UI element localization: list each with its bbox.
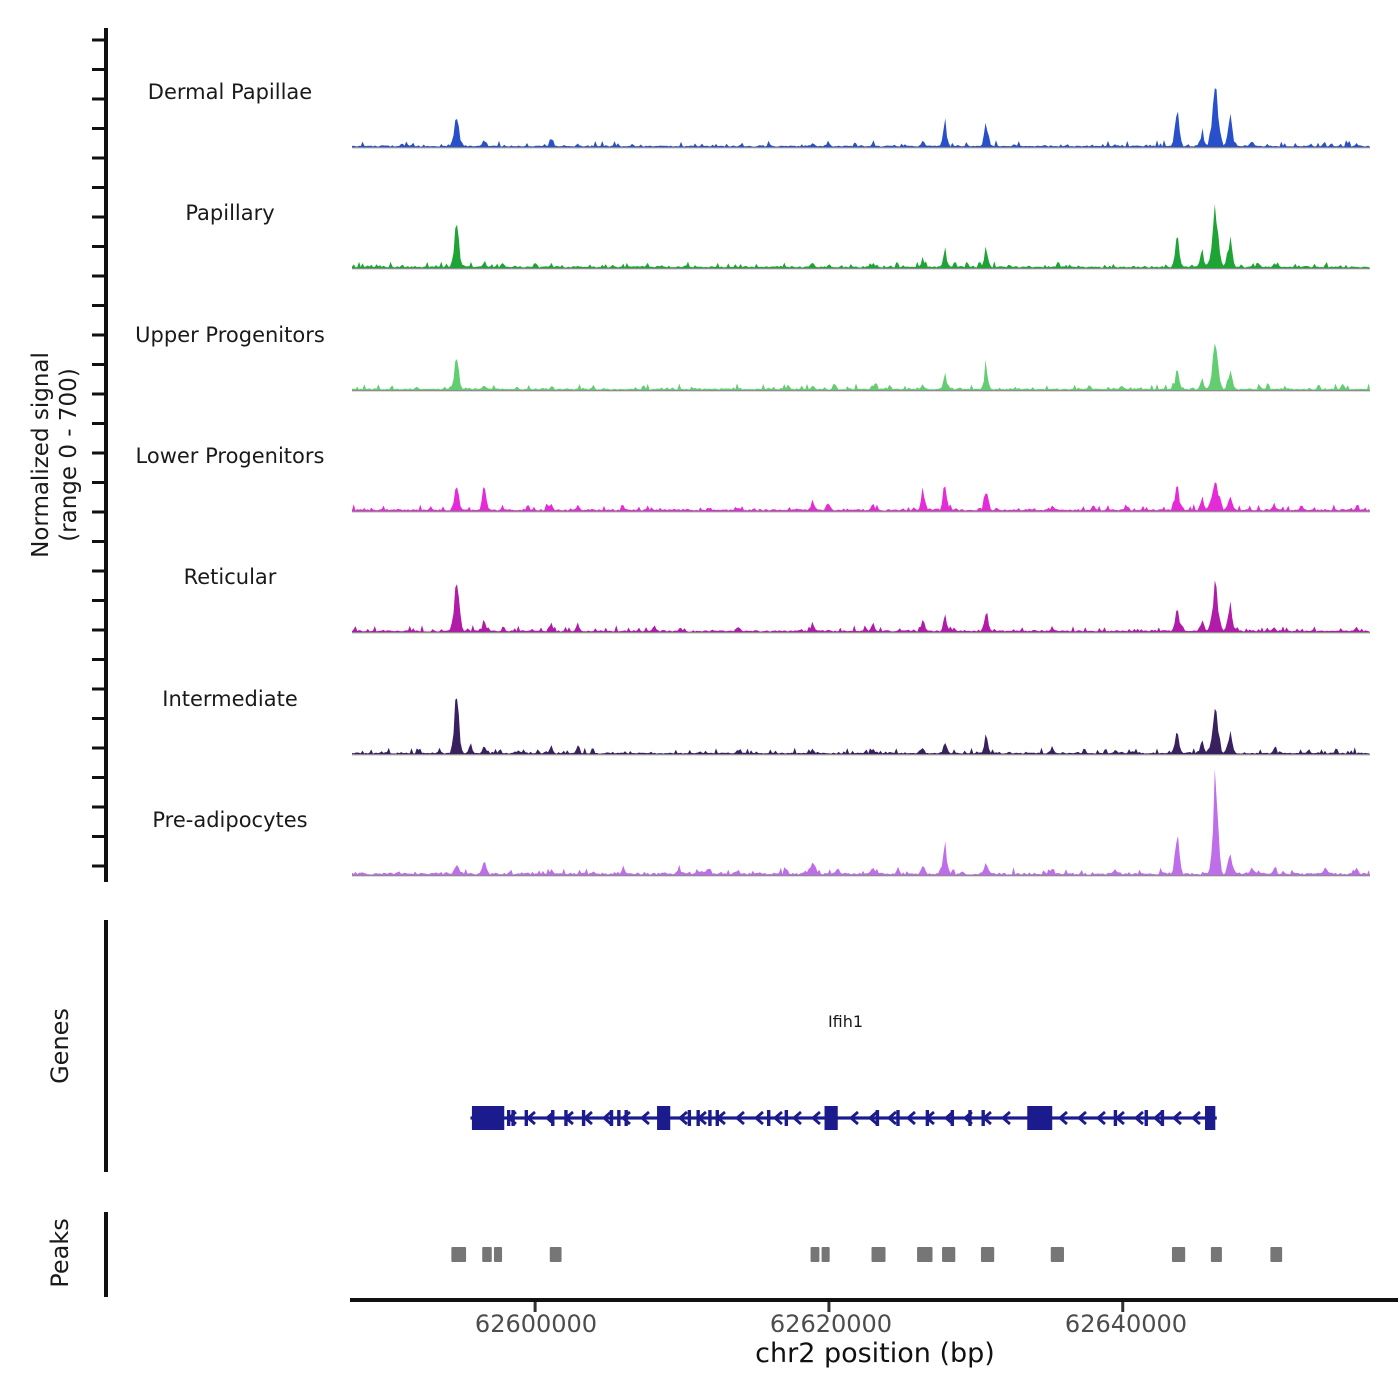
y-axis-label-line1: Normalized signal xyxy=(28,352,54,558)
track-label-papillary: Papillary xyxy=(185,201,275,225)
signal-y-axis-tick xyxy=(92,540,104,543)
peak-interval-box xyxy=(1051,1247,1064,1262)
track-label-pre-adipocytes: Pre-adipocytes xyxy=(152,808,308,832)
track-label-lower-progenitors: Lower Progenitors xyxy=(135,444,325,468)
track-baseline xyxy=(352,632,1370,633)
signal-y-axis-tick xyxy=(92,157,104,160)
signal-y-axis-tick xyxy=(92,835,104,838)
gene-exon-tick xyxy=(926,1110,929,1126)
x-tick-label-3: 62640000 xyxy=(1064,1310,1188,1338)
gene-exon-tick xyxy=(708,1110,711,1126)
y-axis-label-line2: (range 0 - 700) xyxy=(56,368,82,542)
peak-interval-box xyxy=(872,1247,886,1262)
gene-exon-tick xyxy=(767,1110,770,1126)
peak-interval-box xyxy=(1172,1247,1185,1262)
peak-interval-box xyxy=(1270,1247,1282,1262)
signal-y-axis-tick xyxy=(92,776,104,779)
signal-area-lower-progenitors xyxy=(352,482,1370,511)
gene-exon-tick xyxy=(582,1110,585,1126)
signal-y-axis-tick xyxy=(92,68,104,71)
track-label-intermediate: Intermediate xyxy=(162,687,298,711)
signal-y-axis-tick xyxy=(92,747,104,750)
gene-exon-tick xyxy=(688,1110,691,1126)
gene-exon-tick xyxy=(968,1110,971,1126)
gene-exon-tick xyxy=(610,1110,613,1126)
signal-area-pre-adipocytes xyxy=(352,769,1370,875)
gene-exon-tick xyxy=(716,1110,719,1126)
peak-interval-box xyxy=(917,1247,932,1262)
peak-interval-box xyxy=(494,1247,502,1262)
gene-exon-tick xyxy=(951,1110,954,1126)
signal-y-axis-tick xyxy=(92,599,104,602)
signal-y-axis-tick xyxy=(92,717,104,720)
signal-area-papillary xyxy=(352,204,1370,268)
x-axis-line xyxy=(350,1298,1398,1302)
gene-exon-tick xyxy=(1114,1110,1117,1126)
gene-exon-box xyxy=(472,1106,504,1130)
signal-y-axis-tick xyxy=(92,393,104,396)
track-baseline xyxy=(352,875,1370,876)
peak-interval-box xyxy=(811,1247,820,1262)
peak-interval-box xyxy=(482,1247,492,1262)
signal-y-axis-tick xyxy=(92,422,104,425)
signal-y-axis-tick xyxy=(92,245,104,248)
track-label-dermal-papillae: Dermal Papillae xyxy=(147,80,313,104)
x-tick-label-2: 62620000 xyxy=(769,1310,893,1338)
signal-y-axis-tick xyxy=(92,39,104,42)
peak-interval-box xyxy=(1211,1247,1222,1262)
gene-exon-tick xyxy=(507,1110,510,1126)
gene-exon-tick xyxy=(551,1110,554,1126)
peak-interval-box xyxy=(451,1247,466,1262)
signal-y-axis-tick xyxy=(92,275,104,278)
signal-area-intermediate xyxy=(352,698,1370,754)
gene-exon-tick xyxy=(511,1110,514,1126)
gene-exon-tick xyxy=(981,1110,984,1126)
gene-exon-tick xyxy=(564,1110,567,1126)
x-tick-label-1: 62600000 xyxy=(474,1310,598,1338)
peak-interval-box xyxy=(942,1247,955,1262)
gene-exon-tick xyxy=(1145,1110,1148,1126)
track-baseline xyxy=(352,268,1370,269)
signal-y-axis-tick xyxy=(92,127,104,130)
x-axis-title: chr2 position (bp) xyxy=(755,1338,995,1369)
gene-exon-tick xyxy=(525,1110,528,1126)
track-baseline xyxy=(352,147,1370,148)
signal-y-axis-tick xyxy=(92,658,104,661)
track-baseline xyxy=(352,511,1370,512)
signal-y-axis-tick xyxy=(92,481,104,484)
gene-exon-tick xyxy=(896,1110,899,1126)
genes-axis-label: Genes xyxy=(46,1008,74,1084)
signal-area-upper-progenitors xyxy=(352,343,1370,390)
gene-exon-box xyxy=(1205,1106,1215,1130)
signal-y-axis-tick xyxy=(92,363,104,366)
track-label-upper-progenitors: Upper Progenitors xyxy=(135,323,325,347)
peak-interval-box xyxy=(822,1247,830,1262)
gene-exon-box xyxy=(825,1106,838,1130)
signal-y-axis-tick xyxy=(92,304,104,307)
signal-y-axis-tick xyxy=(92,511,104,514)
gene-exon-box xyxy=(657,1106,670,1130)
gene-exon-tick xyxy=(785,1110,788,1126)
signal-y-axis-tick xyxy=(92,186,104,189)
track-baseline xyxy=(352,390,1370,391)
track-baseline xyxy=(352,754,1370,755)
gene-exon-box xyxy=(1027,1106,1052,1130)
gene-exon-tick xyxy=(1161,1110,1164,1126)
peaks-axis-line xyxy=(104,1212,108,1297)
gene-exon-tick xyxy=(696,1110,699,1126)
signal-area-reticular xyxy=(352,580,1370,632)
signal-y-axis-tick xyxy=(92,865,104,868)
gene-exon-tick xyxy=(876,1110,879,1126)
track-label-reticular: Reticular xyxy=(183,565,277,589)
genes-axis-line xyxy=(104,920,108,1172)
signal-area-dermal-papillae xyxy=(352,88,1370,147)
peaks-axis-label: Peaks xyxy=(46,1218,74,1288)
gene-exon-tick xyxy=(617,1110,620,1126)
gene-name-label: Ifih1 xyxy=(827,1012,864,1031)
peak-interval-box xyxy=(981,1247,994,1262)
gene-exon-tick xyxy=(624,1110,627,1126)
signal-y-axis-tick xyxy=(92,629,104,632)
peak-interval-box xyxy=(550,1247,562,1262)
